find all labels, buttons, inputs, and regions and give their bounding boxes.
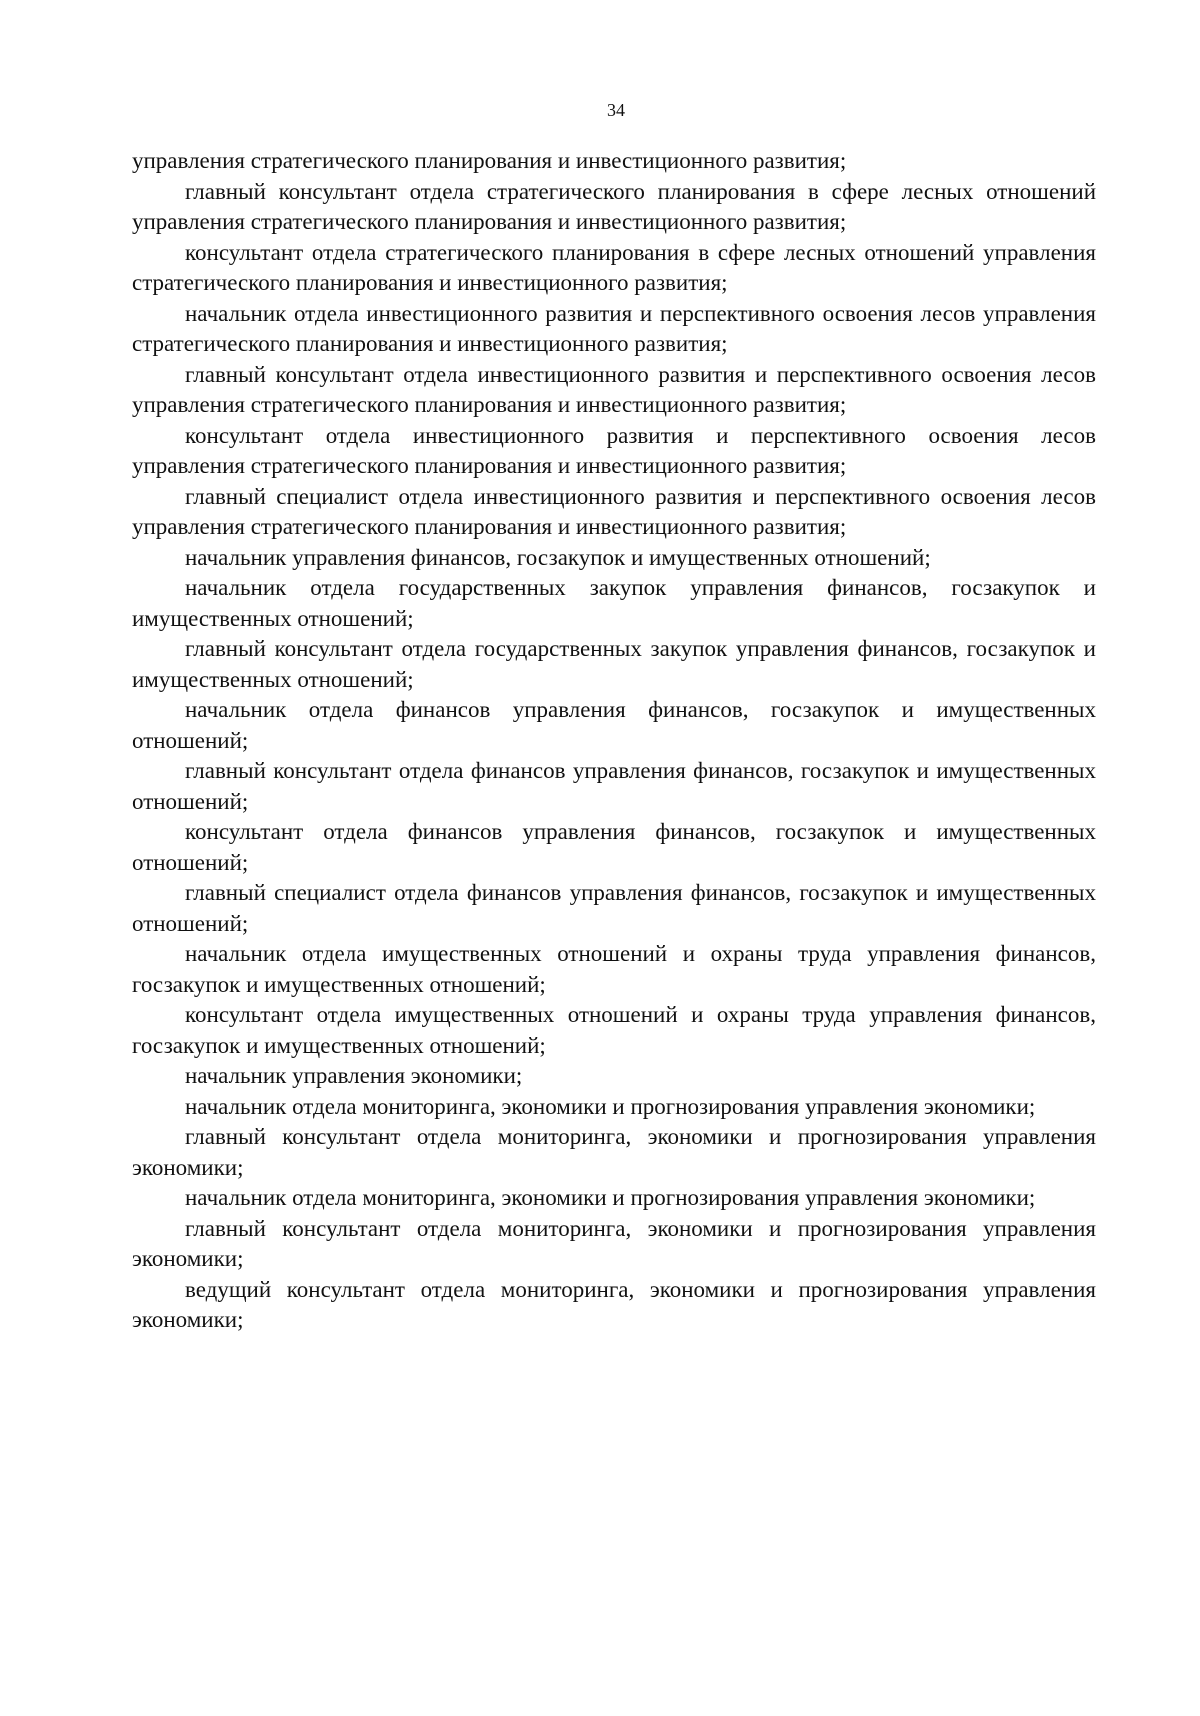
list-item: главный консультант отдела стратегического планирования в сфере лесных отношений управления стратегического планирования и инвестиционного развития; [132, 178, 1096, 234]
list-item: главный консультант отдела инвестиционного развития и перспективного освоения лесов управления стратегического планирования и инвестиционного развития; [132, 361, 1096, 417]
list-item: ведущий консультант отдела мониторинга, экономики и прогнозирования управления экономики; [132, 1276, 1096, 1332]
list-item: главный специалист отдела инвестиционного развития и перспективного освоения лесов управления стратегического планирования и инвестиционного развития; [132, 483, 1096, 539]
list-item: главный консультант отдела мониторинга, экономики и прогнозирования управления экономики; [132, 1215, 1096, 1271]
list-item: начальник отдела инвестиционного развития и перспективного освоения лесов управления стратегического планирования и инвестиционного развития; [132, 300, 1096, 356]
list-item: консультант отдела финансов управления финансов, госзакупок и имущественных отношений; [132, 819, 1096, 875]
list-item: начальник отдела имущественных отношений и охраны труда управления финансов, госзакупок и имущественных отношений; [132, 941, 1096, 997]
list-item: главный консультант отдела финансов управления финансов, госзакупок и имущественных отношений; [132, 758, 1096, 814]
list-item: главный специалист отдела финансов управления финансов, госзакупок и имущественных отношений; [132, 880, 1096, 936]
list-item: главный консультант отдела государственных закупок управления финансов, госзакупок и имущественных отношений; [132, 636, 1096, 692]
list-item: начальник отдела мониторинга, экономики и прогнозирования управления экономики; [185, 1093, 1036, 1119]
list-item: начальник отдела государственных закупок управления финансов, госзакупок и имущественных отношений; [132, 575, 1096, 631]
page-number: 34 [607, 100, 625, 120]
list-item: начальник управления экономики; [185, 1063, 523, 1088]
continuation-line: управления стратегического планирования и инвестиционного развития; [132, 148, 847, 173]
list-item: консультант отдела имущественных отношений и охраны труда управления финансов, госзакупок и имущественных отношений; [132, 1002, 1096, 1058]
list-item: главный консультант отдела мониторинга, экономики и прогнозирования управления экономики; [132, 1124, 1096, 1180]
list-item: консультант отдела инвестиционного развития и перспективного освоения лесов управления стратегического планирования и инвестиционного развития; [132, 422, 1096, 478]
list-item: консультант отдела стратегического планирования в сфере лесных отношений управления стратегического планирования и инвестиционного развития; [132, 239, 1096, 295]
list-item: начальник отдела мониторинга, экономики и прогнозирования управления экономики; [185, 1185, 1036, 1210]
document-body [132, 146, 1096, 1336]
list-item: начальник управления финансов, госзакупок и имущественных отношений; [185, 544, 931, 570]
list-item: начальник отдела финансов управления финансов, госзакупок и имущественных отношений; [132, 697, 1096, 753]
